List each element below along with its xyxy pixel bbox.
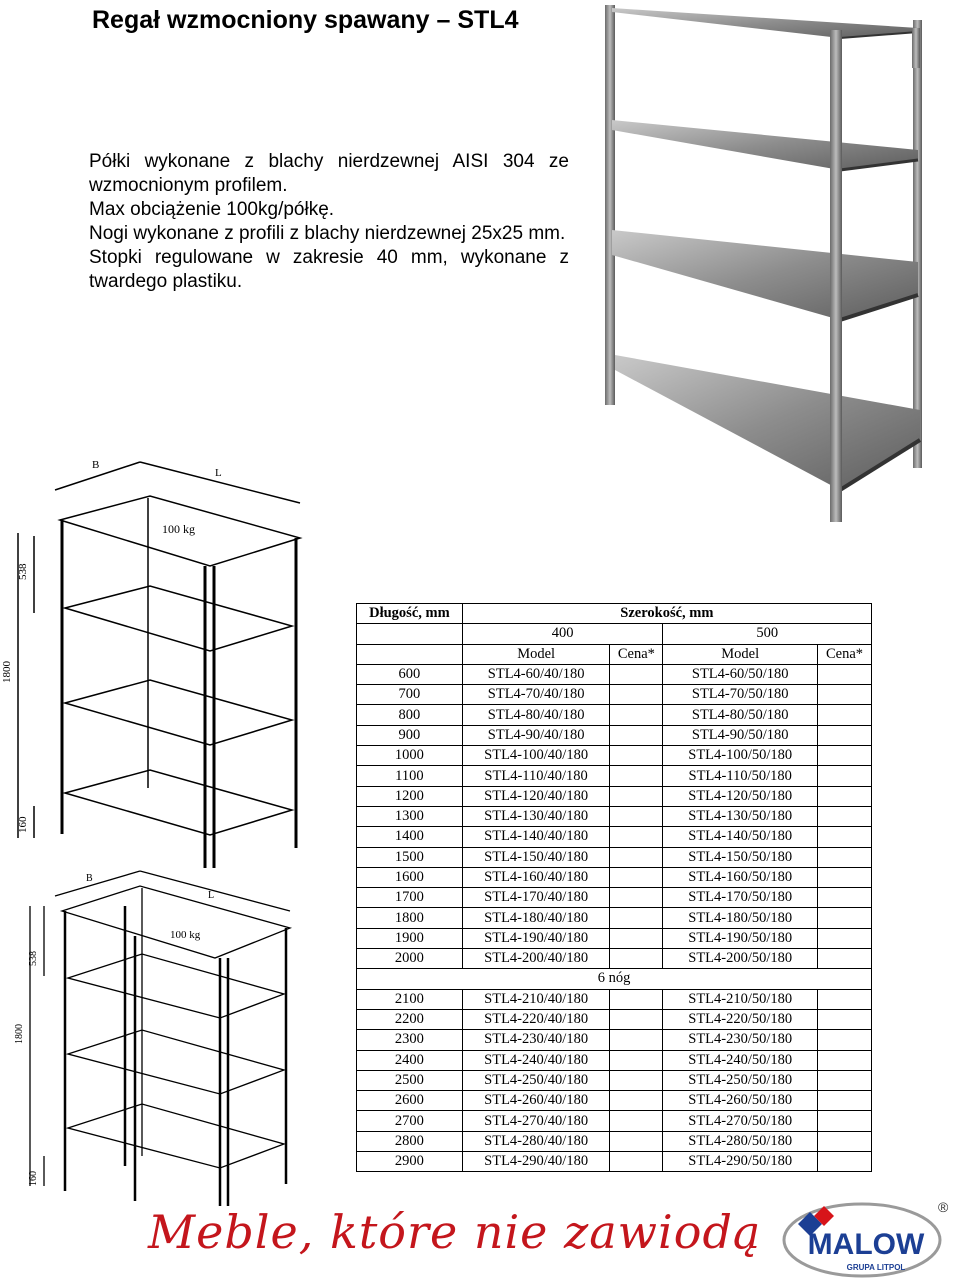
length-cell: 1300 xyxy=(357,806,463,826)
table-row xyxy=(357,847,872,867)
table-row xyxy=(357,1030,872,1050)
table-row xyxy=(357,928,872,948)
model-500-cell: STL4-60/50/180 xyxy=(663,664,818,684)
price-400-cell xyxy=(610,1091,663,1111)
price-500-cell xyxy=(818,1050,872,1070)
drawing-dim-160: 160 xyxy=(28,1171,39,1186)
table-row xyxy=(357,908,872,928)
drawing-dim-1800: 1800 xyxy=(14,1024,25,1044)
technical-drawing-6-legs xyxy=(0,866,300,1206)
length-cell: 2800 xyxy=(357,1131,463,1151)
model-400-cell: STL4-290/40/180 xyxy=(462,1152,610,1172)
description-line: Stopki regulowane w zakresie 40 mm, wykonane z twardego plastiku. xyxy=(89,247,569,292)
price-500-cell xyxy=(818,705,872,725)
length-cell: 1900 xyxy=(357,928,463,948)
table-group-row xyxy=(357,969,872,989)
price-500-cell xyxy=(818,685,872,705)
length-cell: 2700 xyxy=(357,1111,463,1131)
model-400-cell: STL4-250/40/180 xyxy=(462,1070,610,1090)
length-cell: 2900 xyxy=(357,1152,463,1172)
model-500-cell: STL4-260/50/180 xyxy=(663,1091,818,1111)
table-row xyxy=(357,1091,872,1111)
logo-wordmark: MALOW xyxy=(807,1228,925,1261)
table-row xyxy=(357,1050,872,1070)
model-500-cell: STL4-240/50/180 xyxy=(663,1050,818,1070)
registered-mark: ® xyxy=(938,1199,949,1215)
description-line: Półki wykonane z blachy nierdzewnej AISI 304 ze wzmocnionym profilem. xyxy=(89,151,569,196)
model-400-cell: STL4-180/40/180 xyxy=(462,908,610,928)
table-row xyxy=(357,888,872,908)
price-500-cell xyxy=(818,1009,872,1029)
table-row xyxy=(357,867,872,887)
model-500-cell: STL4-160/50/180 xyxy=(663,867,818,887)
price-400-cell xyxy=(610,685,663,705)
group-label-6-legs: 6 nóg xyxy=(357,969,872,989)
model-400-cell: STL4-230/40/180 xyxy=(462,1030,610,1050)
table-row xyxy=(357,664,872,684)
model-400-cell: STL4-270/40/180 xyxy=(462,1111,610,1131)
model-500-cell: STL4-120/50/180 xyxy=(663,786,818,806)
model-400-cell: STL4-170/40/180 xyxy=(462,888,610,908)
model-500-cell: STL4-140/50/180 xyxy=(663,827,818,847)
product-photo xyxy=(600,0,930,530)
price-500-cell xyxy=(818,847,872,867)
table-row xyxy=(357,705,872,725)
price-500-cell xyxy=(818,908,872,928)
model-500-cell: STL4-250/50/180 xyxy=(663,1070,818,1090)
table-row xyxy=(357,1131,872,1151)
model-500-cell: STL4-280/50/180 xyxy=(663,1131,818,1151)
model-500-cell: STL4-180/50/180 xyxy=(663,908,818,928)
price-400-cell xyxy=(610,806,663,826)
length-cell: 1400 xyxy=(357,827,463,847)
price-400-cell xyxy=(610,989,663,1009)
price-400-cell xyxy=(610,1111,663,1131)
table-header-row xyxy=(357,644,872,664)
model-500-cell: STL4-210/50/180 xyxy=(663,989,818,1009)
table-header-row xyxy=(357,604,872,624)
model-500-cell: STL4-200/50/180 xyxy=(663,949,818,969)
price-400-cell xyxy=(610,847,663,867)
price-400-cell xyxy=(610,867,663,887)
malow-logo xyxy=(780,1198,950,1280)
model-400-cell: STL4-140/40/180 xyxy=(462,827,610,847)
photo-shelf xyxy=(612,8,920,490)
model-500-cell: STL4-90/50/180 xyxy=(663,725,818,745)
table-row xyxy=(357,766,872,786)
price-400-cell xyxy=(610,664,663,684)
col-price: Cena* xyxy=(818,644,872,664)
price-400-cell xyxy=(610,1152,663,1172)
model-400-cell: STL4-80/40/180 xyxy=(462,705,610,725)
length-cell: 1600 xyxy=(357,867,463,887)
price-500-cell xyxy=(818,1111,872,1131)
price-400-cell xyxy=(610,1009,663,1029)
drawing-dim-160: 160 xyxy=(17,816,29,833)
drawing-load-label: 100 kg xyxy=(170,929,201,941)
price-500-cell xyxy=(818,1131,872,1151)
footer-slogan: Meble, które nie zawiodą xyxy=(148,1205,762,1259)
length-cell: 1000 xyxy=(357,746,463,766)
model-500-cell: STL4-70/50/180 xyxy=(663,685,818,705)
table-row xyxy=(357,949,872,969)
length-cell: 800 xyxy=(357,705,463,725)
price-500-cell xyxy=(818,1152,872,1172)
length-cell: 2000 xyxy=(357,949,463,969)
table-row xyxy=(357,786,872,806)
model-400-cell: STL4-60/40/180 xyxy=(462,664,610,684)
price-500-cell xyxy=(818,746,872,766)
price-500-cell xyxy=(818,928,872,948)
model-400-cell: STL4-190/40/180 xyxy=(462,928,610,948)
table-row xyxy=(357,1009,872,1029)
price-400-cell xyxy=(610,1131,663,1151)
model-400-cell: STL4-240/40/180 xyxy=(462,1050,610,1070)
length-cell: 2600 xyxy=(357,1091,463,1111)
length-cell: 1100 xyxy=(357,766,463,786)
drawing-label-l: L xyxy=(215,467,222,479)
price-500-cell xyxy=(818,1030,872,1050)
price-400-cell xyxy=(610,908,663,928)
drawing-label-l: L xyxy=(208,890,215,901)
drawing-dim-538: 538 xyxy=(28,951,39,966)
price-400-cell xyxy=(610,705,663,725)
model-400-cell: STL4-210/40/180 xyxy=(462,989,610,1009)
price-400-cell xyxy=(610,786,663,806)
length-cell: 1200 xyxy=(357,786,463,806)
price-500-cell xyxy=(818,888,872,908)
model-400-cell: STL4-220/40/180 xyxy=(462,1009,610,1029)
col-price: Cena* xyxy=(610,644,663,664)
length-cell: 1700 xyxy=(357,888,463,908)
model-400-cell: STL4-150/40/180 xyxy=(462,847,610,867)
price-500-cell xyxy=(818,806,872,826)
model-400-cell: STL4-90/40/180 xyxy=(462,725,610,745)
drawing-dim-1800: 1800 xyxy=(1,661,13,683)
price-500-cell xyxy=(818,867,872,887)
price-400-cell xyxy=(610,746,663,766)
product-description xyxy=(89,150,569,294)
price-400-cell xyxy=(610,827,663,847)
width-header: Szerokość, mm xyxy=(462,604,871,624)
model-400-cell: STL4-260/40/180 xyxy=(462,1091,610,1111)
price-400-cell xyxy=(610,888,663,908)
length-cell: 2500 xyxy=(357,1070,463,1090)
model-500-cell: STL4-130/50/180 xyxy=(663,806,818,826)
col-model: Model xyxy=(462,644,610,664)
price-500-cell xyxy=(818,725,872,745)
price-table xyxy=(356,603,872,1172)
table-row xyxy=(357,827,872,847)
model-400-cell: STL4-280/40/180 xyxy=(462,1131,610,1151)
length-cell: 600 xyxy=(357,664,463,684)
table-row xyxy=(357,806,872,826)
table-row xyxy=(357,1070,872,1090)
description-line: Nogi wykonane z profili z blachy nierdzewnej 25x25 mm. xyxy=(89,223,566,244)
model-400-cell: STL4-120/40/180 xyxy=(462,786,610,806)
price-500-cell xyxy=(818,827,872,847)
price-500-cell xyxy=(818,786,872,806)
drawing-label-b: B xyxy=(86,873,93,884)
model-400-cell: STL4-200/40/180 xyxy=(462,949,610,969)
length-cell: 2100 xyxy=(357,989,463,1009)
length-cell: 2400 xyxy=(357,1050,463,1070)
description-line: Max obciążenie 100kg/półkę. xyxy=(89,199,335,220)
logo-subtitle: GRUPA LITPOL xyxy=(846,1263,906,1272)
price-400-cell xyxy=(610,949,663,969)
table-header-row xyxy=(357,624,872,644)
price-500-cell xyxy=(818,766,872,786)
table-row xyxy=(357,746,872,766)
model-500-cell: STL4-190/50/180 xyxy=(663,928,818,948)
length-cell: 2300 xyxy=(357,1030,463,1050)
price-400-cell xyxy=(610,766,663,786)
table-row xyxy=(357,1152,872,1172)
length-cell: 700 xyxy=(357,685,463,705)
table-row xyxy=(357,685,872,705)
table-row xyxy=(357,725,872,745)
model-500-cell: STL4-150/50/180 xyxy=(663,847,818,867)
col-model: Model xyxy=(663,644,818,664)
length-cell: 900 xyxy=(357,725,463,745)
price-400-cell xyxy=(610,1030,663,1050)
model-400-cell: STL4-130/40/180 xyxy=(462,806,610,826)
width-400-header: 400 xyxy=(462,624,663,644)
length-header: Długość, mm xyxy=(357,604,463,624)
width-500-header: 500 xyxy=(663,624,872,644)
model-500-cell: STL4-80/50/180 xyxy=(663,705,818,725)
model-400-cell: STL4-70/40/180 xyxy=(462,685,610,705)
price-500-cell xyxy=(818,949,872,969)
model-400-cell: STL4-100/40/180 xyxy=(462,746,610,766)
drawing-label-b: B xyxy=(92,459,100,471)
technical-drawing-4-legs xyxy=(0,448,310,868)
table-row xyxy=(357,1111,872,1131)
price-500-cell xyxy=(818,1091,872,1111)
model-500-cell: STL4-110/50/180 xyxy=(663,766,818,786)
price-400-cell xyxy=(610,1070,663,1090)
length-cell: 2200 xyxy=(357,1009,463,1029)
model-500-cell: STL4-270/50/180 xyxy=(663,1111,818,1131)
model-400-cell: STL4-160/40/180 xyxy=(462,867,610,887)
price-500-cell xyxy=(818,664,872,684)
price-400-cell xyxy=(610,1050,663,1070)
price-400-cell xyxy=(610,928,663,948)
model-500-cell: STL4-100/50/180 xyxy=(663,746,818,766)
drawing-dim-538: 538 xyxy=(17,563,29,580)
length-cell: 1800 xyxy=(357,908,463,928)
length-cell: 1500 xyxy=(357,847,463,867)
model-500-cell: STL4-230/50/180 xyxy=(663,1030,818,1050)
model-500-cell: STL4-170/50/180 xyxy=(663,888,818,908)
price-500-cell xyxy=(818,1070,872,1090)
model-400-cell: STL4-110/40/180 xyxy=(462,766,610,786)
drawing-load-label: 100 kg xyxy=(162,522,195,536)
price-500-cell xyxy=(818,989,872,1009)
page-title: Regał wzmocniony spawany – STL4 xyxy=(92,6,519,34)
table-row xyxy=(357,989,872,1009)
model-500-cell: STL4-220/50/180 xyxy=(663,1009,818,1029)
price-400-cell xyxy=(610,725,663,745)
model-500-cell: STL4-290/50/180 xyxy=(663,1152,818,1172)
